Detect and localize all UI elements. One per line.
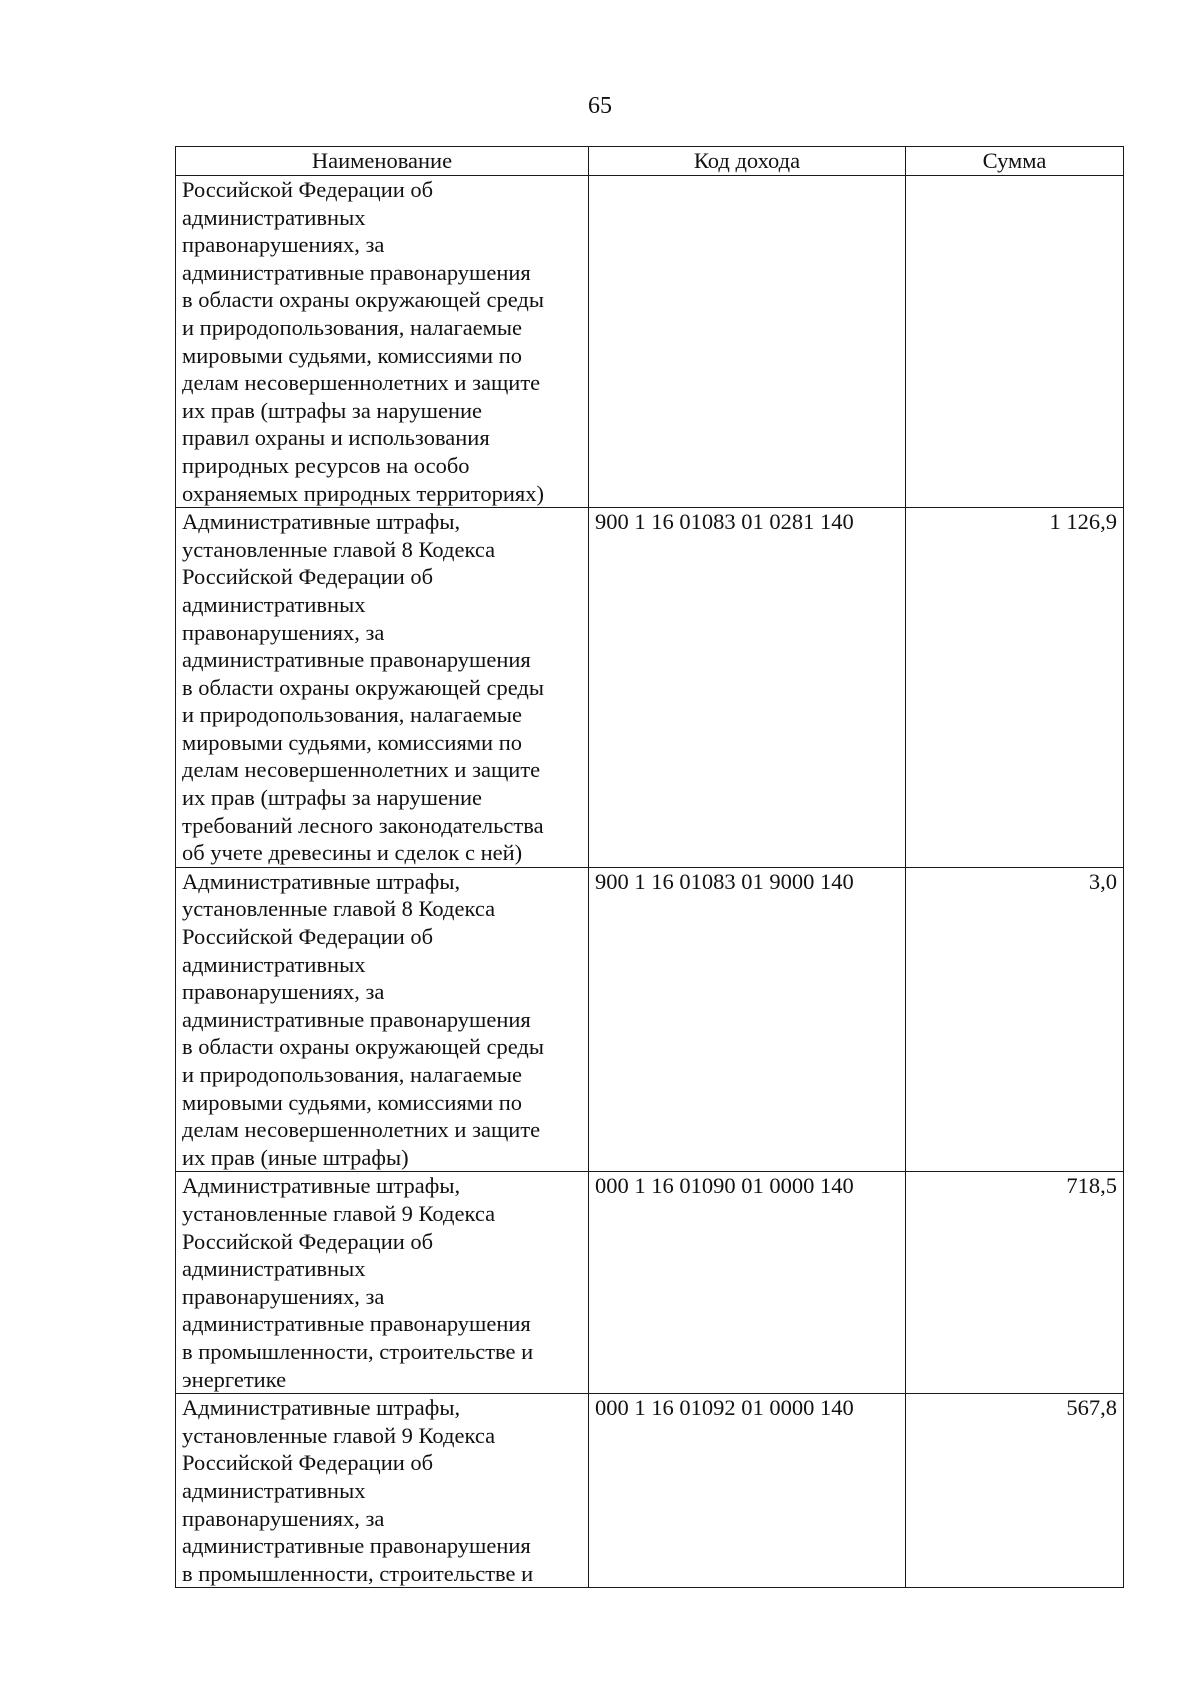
row-name-line: мировыми судьями, комиссиями по (182, 729, 522, 755)
row-name-line: правонарушениях, за (182, 1505, 385, 1531)
row-name-line: в промышленности, строительстве и (182, 1560, 534, 1586)
row-code-cell: 000 1 16 01090 01 0000 140 (589, 1172, 906, 1394)
table-row (176, 176, 1124, 508)
row-name-line: установленные главой 8 Кодекса (182, 896, 496, 922)
row-sum-cell: 567,8 (906, 1394, 1124, 1588)
header-code: Код дохода (589, 147, 906, 176)
row-sum-cell (906, 176, 1124, 508)
table-row (176, 1172, 1124, 1394)
row-sum-cell: 1 126,9 (906, 508, 1124, 868)
row-name-line: правил охраны и использования (182, 425, 490, 451)
row-name-line: административных (182, 591, 366, 617)
row-name-line: Административные штрафы, (182, 1173, 461, 1199)
row-name-cell (176, 508, 589, 868)
row-name-cell (176, 176, 589, 508)
row-name-line: делам несовершеннолетних и защите (182, 757, 541, 783)
row-name-line: административных (182, 204, 366, 230)
header-name: Наименование (176, 147, 589, 176)
row-name-line: требований лесного законодательства (182, 812, 544, 838)
row-name-line: делам несовершеннолетних и защите (182, 370, 541, 396)
row-name-line: Российской Федерации об (182, 924, 434, 950)
row-name-line: Российской Федерации об (182, 177, 434, 202)
row-name-line: административные правонарушения (182, 1533, 531, 1559)
row-name-line: правонарушениях, за (182, 979, 385, 1005)
row-name-line: их прав (иные штрафы) (182, 1144, 409, 1170)
row-name-line: Административные штрафы, (182, 1395, 461, 1421)
row-name-cell (176, 867, 589, 1172)
row-name-line: в области охраны окружающей среды (182, 1034, 544, 1060)
row-name-line: в области охраны окружающей среды (182, 674, 544, 700)
row-name-line: энергетике (182, 1366, 287, 1392)
row-name-line: мировыми судьями, комиссиями по (182, 342, 522, 368)
row-name-line: охраняемых природных территориях) (182, 480, 544, 506)
row-name-line: в промышленности, строительстве и (182, 1338, 534, 1364)
row-name-line: административных (182, 1477, 366, 1503)
row-code-cell (589, 176, 906, 508)
row-name-line: установленные главой 9 Кодекса (182, 1200, 496, 1226)
row-name-line: делам несовершеннолетних и защите (182, 1117, 541, 1143)
row-name-cell (176, 1172, 589, 1394)
row-name-line: установленные главой 8 Кодекса (182, 536, 496, 562)
row-name-line: Российской Федерации об (182, 1450, 434, 1476)
row-name-line: и природопользования, налагаемые (182, 702, 523, 728)
row-sum-cell: 3,0 (906, 867, 1124, 1172)
row-code-cell: 900 1 16 01083 01 0281 140 (589, 508, 906, 868)
table-row (176, 508, 1124, 868)
row-code-cell: 000 1 16 01092 01 0000 140 (589, 1394, 906, 1588)
row-name-line: административные правонарушения (182, 647, 531, 673)
row-name-line: административные правонарушения (182, 1006, 531, 1032)
row-name-line: установленные главой 9 Кодекса (182, 1422, 496, 1448)
row-name-line: Российской Федерации об (182, 564, 434, 590)
row-name-line: их прав (штрафы за нарушение (182, 397, 483, 423)
page-number: 65 (588, 93, 612, 119)
row-name-line: Административные штрафы, (182, 868, 461, 894)
row-sum-cell: 718,5 (906, 1172, 1124, 1394)
row-name-line: правонарушениях, за (182, 232, 385, 258)
row-name-line: и природопользования, налагаемые (182, 1062, 523, 1087)
row-name-line: Российской Федерации об (182, 1228, 434, 1254)
row-name-line: правонарушениях, за (182, 1283, 385, 1309)
table-header-row (176, 147, 1124, 176)
row-name-line: их прав (штрафы за нарушение (182, 785, 483, 811)
table-body (176, 176, 1124, 1588)
row-name-line: мировыми судьями, комиссиями по (182, 1089, 522, 1115)
row-name-line: административных (182, 1256, 366, 1282)
table-row (176, 867, 1124, 1172)
table-row (176, 1394, 1124, 1588)
row-name-line: и природопользования, налагаемые (182, 314, 523, 340)
row-name-line: административные правонарушения (182, 259, 531, 285)
row-name-line: об учете древесины и сделок с ней) (182, 840, 523, 866)
row-name-line: правонарушениях, за (182, 619, 385, 645)
revenue-table (175, 146, 1124, 1588)
row-name-line: административные правонарушения (182, 1311, 531, 1337)
row-name-line: административных (182, 951, 366, 977)
row-code-cell: 900 1 16 01083 01 9000 140 (589, 867, 906, 1172)
row-name-line: природных ресурсов на особо (182, 452, 470, 478)
row-name-cell (176, 1394, 589, 1588)
row-name-line: Административные штрафы, (182, 509, 461, 535)
row-name-line: в области охраны окружающей среды (182, 287, 544, 313)
header-sum: Сумма (906, 147, 1124, 176)
